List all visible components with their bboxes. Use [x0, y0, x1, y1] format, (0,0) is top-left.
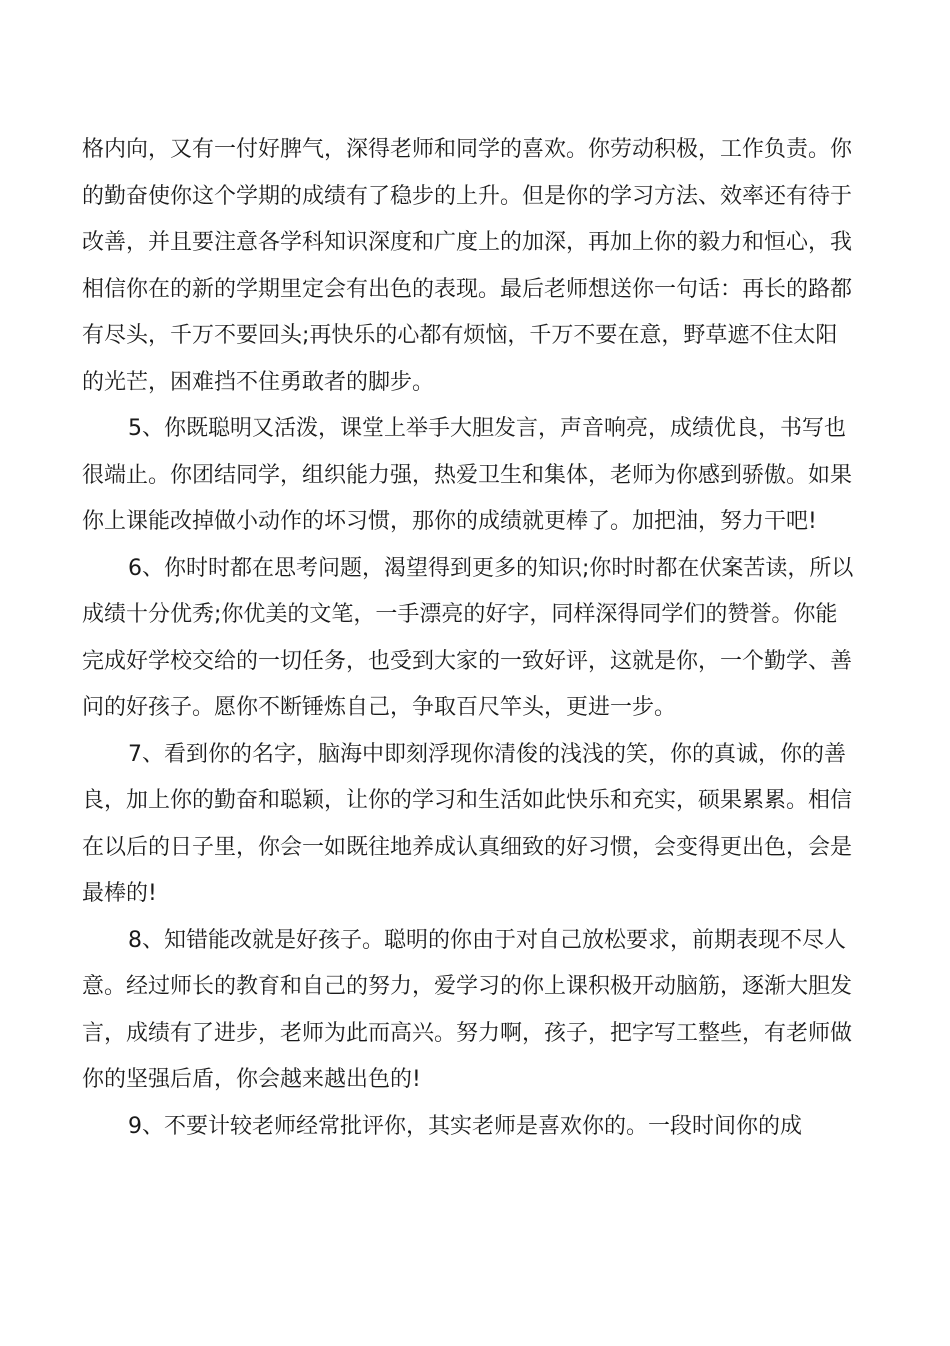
text-line: 你的坚强后盾，你会越来越出色的!	[82, 1067, 421, 1092]
text-line: 改善，并且要注意各学科知识深度和广度上的加深，再加上你的毅力和恒心，我	[82, 230, 853, 255]
text-line: 成绩十分优秀;你优美的文笔，一手漂亮的好字，同样深得同学们的赞誉。你能	[82, 602, 838, 627]
text-line: 9、不要计较老师经常批评你，其实老师是喜欢你的。一段时间你的成	[128, 1113, 802, 1139]
text-line: 相信你在的新的学期里定会有出色的表现。最后老师想送你一句话：再长的路都	[82, 276, 853, 302]
text-line: 你上课能改掉做小动作的坏习惯，那你的成绩就更棒了。加把油，努力干吧!	[82, 509, 817, 534]
text-line: 问的好孩子。愿你不断锤炼自己，争取百尺竿头，更进一步。	[82, 695, 677, 720]
text-line: 言，成绩有了进步，老师为此而高兴。努力啊，孩子，把字写工整些，有老师做	[82, 1020, 853, 1046]
paragraph-7	[82, 732, 872, 918]
text-line: 7、看到你的名字，脑海中即刻浮现你清俊的浅浅的笑，你的真诚，你的善	[128, 741, 846, 767]
text-line: 很端止。你团结同学，组织能力强，热爱卫生和集体，老师为你感到骄傲。如果	[82, 462, 853, 488]
text-line: 有尽头，千万不要回头;再快乐的心都有烦恼，千万不要在意，野草遮不住太阳	[82, 323, 838, 348]
text-line: 8、知错能改就是好孩子。聪明的你由于对自己放松要求，前期表现不尽人	[128, 927, 846, 953]
text-line: 的光芒，困难挡不住勇敢者的脚步。	[82, 369, 435, 395]
text-line: 完成好学校交给的一切任务，也受到大家的一致好评，这就是你，一个勤学、善	[82, 648, 853, 674]
paragraph-5	[82, 406, 872, 546]
text-line: 6、你时时都在思考问题，渴望得到更多的知识;你时时都在伏案苦读，所以	[128, 555, 854, 581]
text-line: 在以后的日子里，你会一如既往地养成认真细致的好习惯，会变得更出色，会是	[82, 834, 853, 860]
document-body	[82, 127, 872, 1150]
paragraph-9	[82, 1104, 872, 1151]
text-line: 良，加上你的勤奋和聪颖，让你的学习和生活如此快乐和充实，硕果累累。相信	[82, 788, 853, 813]
paragraph-continuation	[82, 127, 872, 406]
text-line: 最棒的!	[82, 881, 157, 906]
paragraph-6	[82, 546, 872, 732]
text-line: 5、你既聪明又活泼，课堂上举手大胆发言，声音响亮，成绩优良，书写也	[128, 416, 846, 441]
text-line: 意。经过师长的教育和自己的努力，爱学习的你上课积极开动脑筋，逐渐大胆发	[82, 974, 853, 999]
paragraph-8	[82, 918, 872, 1104]
text-line: 格内向，又有一付好脾气，深得老师和同学的喜欢。你劳动积极，工作负责。你	[82, 137, 853, 162]
text-line: 的勤奋使你这个学期的成绩有了稳步的上升。但是你的学习方法、效率还有待于	[82, 183, 853, 209]
